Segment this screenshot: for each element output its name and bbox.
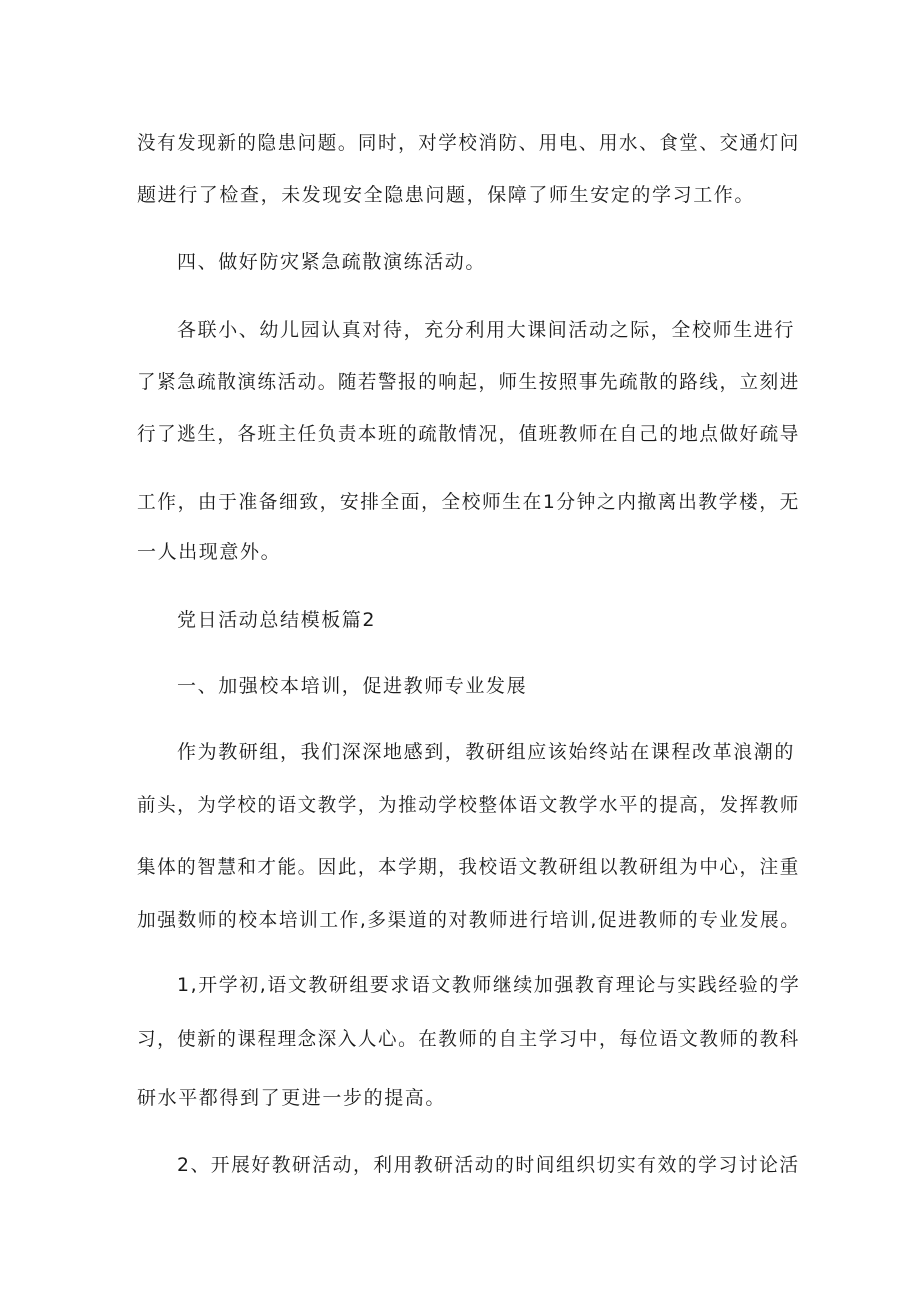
- paragraph-7-line-1: 1,开学初,语文教研组要求语文教师继续加强教育理论与实践经验的学: [177, 974, 801, 996]
- paragraph-6-line-4: 加强数师的校本培训工作,多渠道的对教师进行培训,促进教师的专业发展。: [137, 909, 801, 931]
- paragraph-3-line-3: 行了逃生，各班主任负责本班的疏散情况，值班教师在自己的地点做好疏导: [137, 423, 800, 445]
- paragraph-1-line-2: 题进行了检查，未发现安全隐患问题，保障了师生安定的学习工作。: [137, 184, 756, 206]
- paragraph-6-line-1: 作为教研组，我们深深地感到，教研组应该始终站在课程改革浪潮的: [177, 741, 796, 763]
- paragraph-1-line-1: 没有发现新的隐患问题。同时，对学校消防、用电、用水、食堂、交通灯问: [137, 132, 800, 154]
- paragraph-3-line-1: 各联小、幼儿园认真对待，充分利用大课间活动之际，全校师生进行: [177, 319, 796, 341]
- paragraph-7-line-2: 习，使新的课程理念深入人心。在教师的自主学习中，每位语文教师的教科: [137, 1028, 800, 1050]
- paragraph-3-line-5: 一人出现意外。: [137, 541, 282, 563]
- paragraph-6-line-2: 前头，为学校的语文教学，为推动学校整体语文教学水平的提高，发挥教师: [137, 794, 800, 816]
- section-heading-one: 一、加强校本培训，促进教师专业发展: [177, 675, 528, 697]
- paragraph-3-line-4: 工作，由于准备细致，安排全面，全校师生在1分钟之内撤离出教学楼，无: [137, 491, 800, 513]
- paragraph-7-line-3: 研水平都得到了更进一步的提高。: [137, 1087, 447, 1109]
- section-heading-four: 四、做好防灾紧急疏散演练活动。: [177, 251, 487, 273]
- paragraph-6-line-3: 集体的智慧和才能。因此，本学期，我校语文教研组以教研组为中心，注重: [137, 856, 800, 878]
- paragraph-8-line-1: 2、开展好教研活动，利用教研活动的时间组织切实有效的学习讨论活: [177, 1154, 800, 1176]
- paragraph-3-line-2: 了紧急疏散演练活动。随若警报的响起，师生按照事先疏散的路线，立刻进: [137, 371, 800, 393]
- article-title: 党日活动总结模板篇2: [177, 609, 377, 631]
